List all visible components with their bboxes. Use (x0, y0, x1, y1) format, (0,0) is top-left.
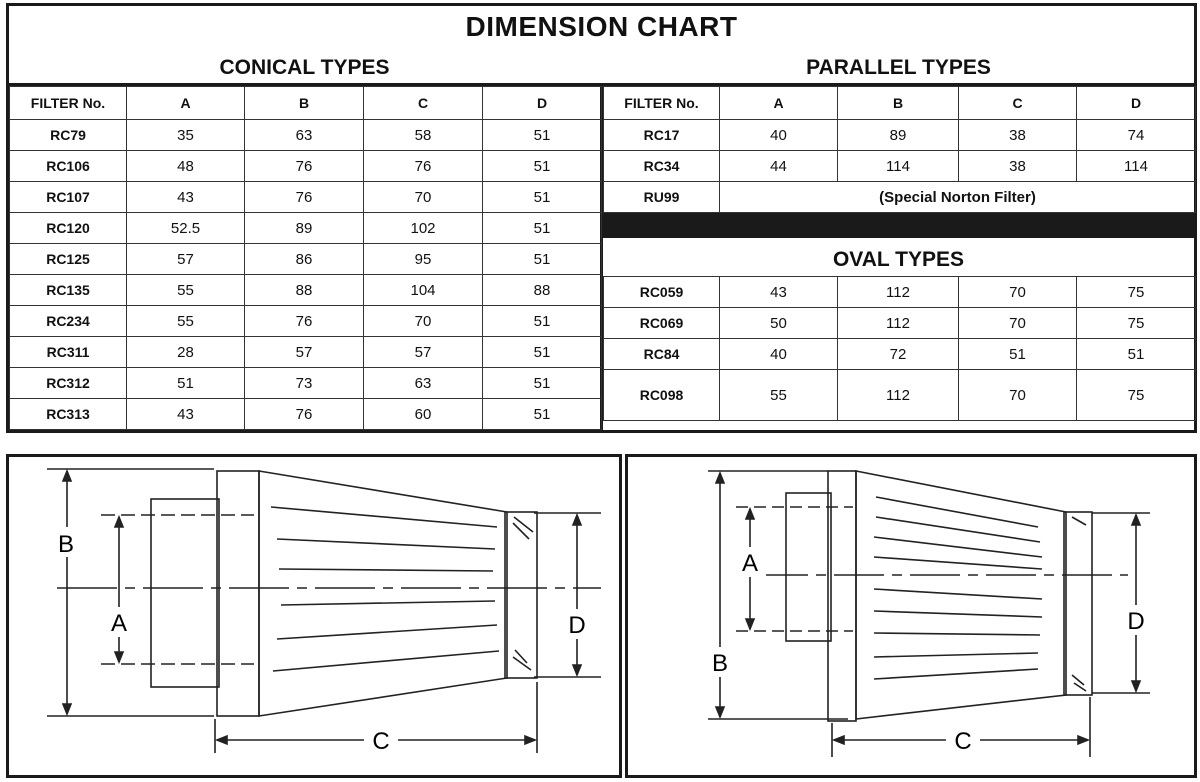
value-c: 51 (959, 339, 1077, 370)
value-b: 88 (245, 275, 364, 306)
filter-number: RC234 (10, 306, 127, 337)
filter-number: RC107 (10, 182, 127, 213)
table-row (604, 339, 1196, 370)
column-header: FILTER No. (10, 87, 127, 120)
value-c: 58 (364, 120, 483, 151)
table-row (10, 213, 602, 244)
special-row (604, 182, 1196, 213)
value-d: 114 (1077, 151, 1196, 182)
column-header: FILTER No. (604, 87, 720, 120)
value-b: 57 (245, 337, 364, 368)
table-row (10, 244, 602, 275)
value-b: 112 (838, 277, 959, 308)
column-header: C (959, 87, 1077, 120)
value-c: 70 (364, 182, 483, 213)
label-c: C (372, 728, 390, 755)
filter-number: RC84 (604, 339, 720, 370)
value-b: 89 (838, 120, 959, 151)
column-header: A (127, 87, 245, 120)
value-c: 60 (364, 399, 483, 430)
value-a: 55 (127, 275, 245, 306)
value-b: 112 (838, 370, 959, 421)
table-row (10, 306, 602, 337)
parallel-header-row (604, 87, 1196, 120)
value-a: 43 (127, 399, 245, 430)
value-a: 43 (127, 182, 245, 213)
value-a: 48 (127, 151, 245, 182)
value-a: 57 (127, 244, 245, 275)
table-row (10, 182, 602, 213)
column-header: D (1077, 87, 1196, 120)
filter-number: RC059 (604, 277, 720, 308)
table-row (10, 275, 602, 306)
conical-heading: CONICAL TYPES (219, 56, 390, 79)
value-a: 28 (127, 337, 245, 368)
value-d: 51 (483, 306, 602, 337)
value-a: 43 (720, 277, 838, 308)
value-d: 74 (1077, 120, 1196, 151)
filter-number: RC311 (10, 337, 127, 368)
filter-number: RC135 (10, 275, 127, 306)
column-header: C (364, 87, 483, 120)
value-d: 75 (1077, 277, 1196, 308)
filter-number: RC17 (604, 120, 720, 151)
dimension-chart (6, 3, 1197, 433)
value-d: 51 (483, 151, 602, 182)
value-d: 51 (483, 368, 602, 399)
table-row (604, 308, 1196, 339)
filter-number: RC125 (10, 244, 127, 275)
value-c: 63 (364, 368, 483, 399)
label-b: B (57, 531, 75, 558)
column-header: B (838, 87, 959, 120)
parallel-table (603, 86, 1196, 213)
value-a: 40 (720, 120, 838, 151)
value-c: 38 (959, 120, 1077, 151)
oval-heading: OVAL TYPES (832, 248, 965, 271)
value-b: 112 (838, 308, 959, 339)
filter-number: RC312 (10, 368, 127, 399)
label-a: A (741, 550, 759, 577)
table-row (10, 399, 602, 430)
chart-title: DIMENSION CHART (465, 11, 738, 42)
value-c: 70 (364, 306, 483, 337)
table-row (604, 120, 1196, 151)
parallel-heading: PARALLEL TYPES (806, 56, 991, 79)
filter-number: RC106 (10, 151, 127, 182)
value-c: 70 (959, 370, 1077, 421)
table-row (604, 151, 1196, 182)
table-row (604, 277, 1196, 308)
filter-number: RC069 (604, 308, 720, 339)
value-b: 76 (245, 151, 364, 182)
value-c: 76 (364, 151, 483, 182)
table-row (10, 151, 602, 182)
value-b: 86 (245, 244, 364, 275)
filter-number: RC79 (10, 120, 127, 151)
filter-number: RC313 (10, 399, 127, 430)
value-c: 95 (364, 244, 483, 275)
conical-table (9, 86, 602, 430)
value-a: 50 (720, 308, 838, 339)
label-a: A (110, 610, 128, 637)
value-a: 55 (127, 306, 245, 337)
value-c: 70 (959, 277, 1077, 308)
value-c: 104 (364, 275, 483, 306)
table-row (10, 368, 602, 399)
table-row (604, 370, 1196, 421)
value-a: 55 (720, 370, 838, 421)
conical-filter-diagram (6, 454, 622, 778)
column-header: B (245, 87, 364, 120)
label-d: D (1127, 608, 1145, 635)
value-c: 38 (959, 151, 1077, 182)
filter-number: RC34 (604, 151, 720, 182)
value-d: 51 (1077, 339, 1196, 370)
label-b: B (711, 650, 729, 677)
value-b: 73 (245, 368, 364, 399)
value-d: 51 (483, 120, 602, 151)
label-d: D (568, 612, 586, 639)
column-header: D (483, 87, 602, 120)
value-b: 76 (245, 399, 364, 430)
filter-number: RC120 (10, 213, 127, 244)
oval-table (603, 276, 1196, 421)
value-b: 76 (245, 306, 364, 337)
value-a: 52.5 (127, 213, 245, 244)
value-a: 35 (127, 120, 245, 151)
value-a: 44 (720, 151, 838, 182)
table-row (10, 120, 602, 151)
value-c: 57 (364, 337, 483, 368)
value-a: 40 (720, 339, 838, 370)
value-d: 51 (483, 399, 602, 430)
value-d: 51 (483, 182, 602, 213)
value-c: 70 (959, 308, 1077, 339)
special-note: (Special Norton Filter) (720, 182, 1196, 213)
parallel-filter-diagram (625, 454, 1197, 778)
value-d: 51 (483, 213, 602, 244)
value-b: 89 (245, 213, 364, 244)
value-d: 51 (483, 337, 602, 368)
conical-header-row (10, 87, 602, 120)
conical-filter-drawing (9, 457, 619, 775)
value-b: 114 (838, 151, 959, 182)
value-b: 76 (245, 182, 364, 213)
separator-band (603, 213, 1194, 238)
parallel-filter-drawing (628, 457, 1194, 775)
filter-number: RU99 (604, 182, 720, 213)
value-d: 75 (1077, 370, 1196, 421)
label-c: C (954, 728, 972, 755)
value-b: 72 (838, 339, 959, 370)
value-d: 51 (483, 244, 602, 275)
value-d: 75 (1077, 308, 1196, 339)
value-a: 51 (127, 368, 245, 399)
column-header: A (720, 87, 838, 120)
value-d: 88 (483, 275, 602, 306)
value-c: 102 (364, 213, 483, 244)
table-row (10, 337, 602, 368)
filter-number: RC098 (604, 370, 720, 421)
value-b: 63 (245, 120, 364, 151)
